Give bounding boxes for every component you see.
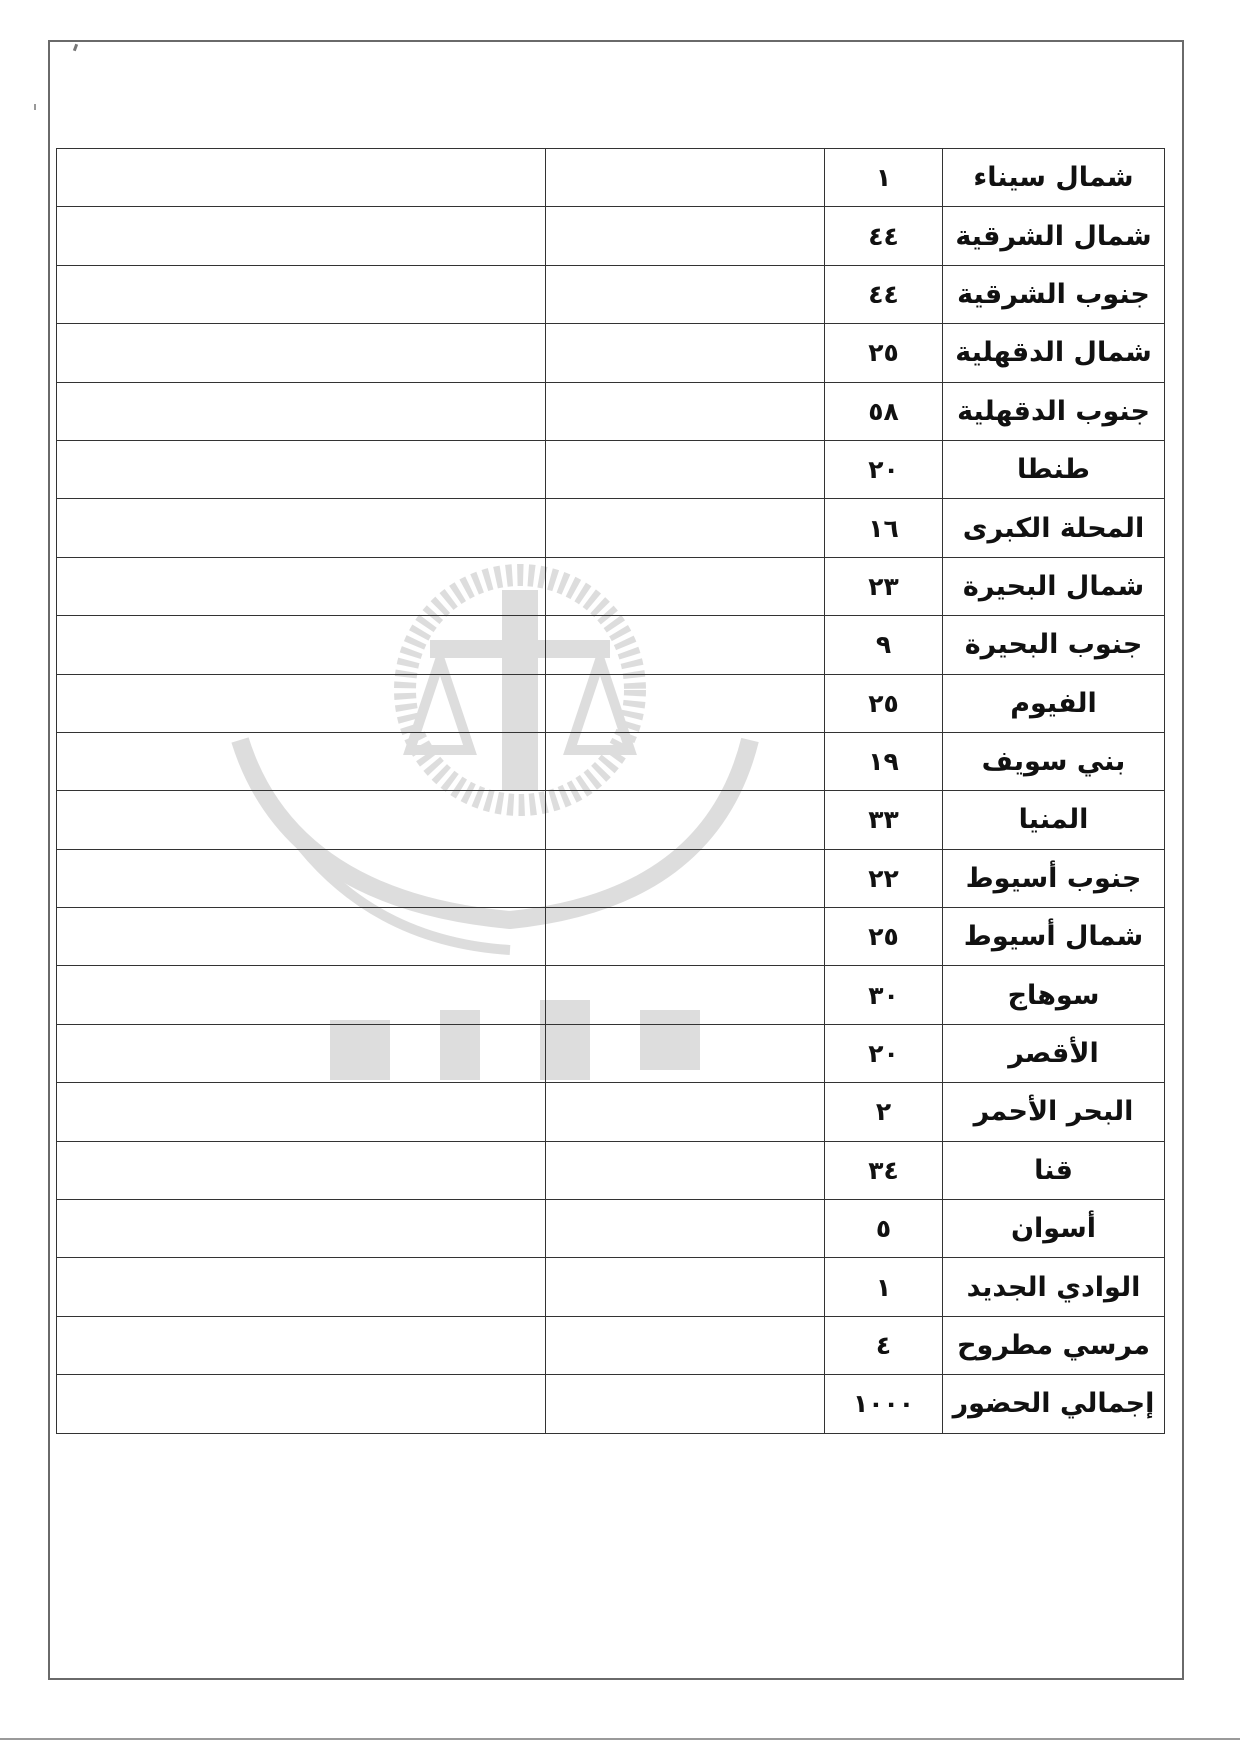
empty-cell [57, 1258, 546, 1316]
table-row [57, 1316, 1165, 1374]
empty-cell [57, 1141, 546, 1199]
branch-name-cell: إجمالي الحضور [943, 1375, 1165, 1433]
empty-cell [546, 440, 825, 498]
empty-cell [57, 1024, 546, 1082]
empty-cell [57, 149, 546, 207]
attendee-count-cell: ١٠٠٠ [825, 1375, 943, 1433]
table-row [57, 1258, 1165, 1316]
empty-cell [57, 674, 546, 732]
empty-cell [546, 1316, 825, 1374]
attendee-count-cell: ٣٣ [825, 791, 943, 849]
attendee-count-cell: ١ [825, 1258, 943, 1316]
empty-cell [57, 908, 546, 966]
attendee-count-cell: ٢٥ [825, 324, 943, 382]
scan-speck [34, 104, 36, 110]
branch-name-cell: جنوب الدقهلية [943, 382, 1165, 440]
branch-name-cell: الأقصر [943, 1024, 1165, 1082]
branch-name-cell: شمال الشرقية [943, 207, 1165, 265]
empty-cell [546, 382, 825, 440]
empty-cell [546, 1200, 825, 1258]
attendee-count-cell: ٥٨ [825, 382, 943, 440]
branch-name-cell: سوهاج [943, 966, 1165, 1024]
branch-name-cell: مرسي مطروح [943, 1316, 1165, 1374]
empty-cell [57, 382, 546, 440]
empty-cell [57, 1200, 546, 1258]
attendee-count-cell: ٤٤ [825, 265, 943, 323]
page-bottom-rule [0, 1738, 1240, 1740]
empty-cell [546, 499, 825, 557]
empty-cell [57, 732, 546, 790]
attendee-count-cell: ٢٠ [825, 1024, 943, 1082]
empty-cell [546, 674, 825, 732]
table-row [57, 557, 1165, 615]
attendee-count-cell: ٢٠ [825, 440, 943, 498]
table-row [57, 207, 1165, 265]
attendee-count-cell: ٢٥ [825, 908, 943, 966]
empty-cell [546, 1024, 825, 1082]
empty-cell [57, 1316, 546, 1374]
branch-attendance-table [56, 148, 1165, 1434]
branch-name-cell: جنوب الشرقية [943, 265, 1165, 323]
empty-cell [546, 207, 825, 265]
attendee-count-cell: ٢٢ [825, 849, 943, 907]
branch-name-cell: شمال أسيوط [943, 908, 1165, 966]
empty-cell [546, 849, 825, 907]
table-row [57, 1024, 1165, 1082]
empty-cell [57, 1083, 546, 1141]
branch-name-cell: البحر الأحمر [943, 1083, 1165, 1141]
branch-name-cell: الفيوم [943, 674, 1165, 732]
table-row [57, 966, 1165, 1024]
empty-cell [546, 732, 825, 790]
attendee-count-cell: ٤ [825, 1316, 943, 1374]
empty-cell [546, 966, 825, 1024]
table-row [57, 908, 1165, 966]
table-row [57, 1375, 1165, 1433]
table-row [57, 791, 1165, 849]
branch-name-cell: شمال الدقهلية [943, 324, 1165, 382]
attendee-count-cell: ١ [825, 149, 943, 207]
table-body [57, 149, 1165, 1434]
attendee-count-cell: ٩ [825, 616, 943, 674]
empty-cell [546, 557, 825, 615]
table-row [57, 732, 1165, 790]
empty-cell [57, 849, 546, 907]
table-row [57, 324, 1165, 382]
attendee-count-cell: ٣٠ [825, 966, 943, 1024]
branch-name-cell: جنوب البحيرة [943, 616, 1165, 674]
empty-cell [57, 616, 546, 674]
branch-name-cell: بني سويف [943, 732, 1165, 790]
empty-cell [546, 791, 825, 849]
table-row [57, 616, 1165, 674]
branch-name-cell: المحلة الكبرى [943, 499, 1165, 557]
empty-cell [57, 440, 546, 498]
empty-cell [546, 616, 825, 674]
table-row [57, 265, 1165, 323]
table-row [57, 440, 1165, 498]
attendee-count-cell: ٢٥ [825, 674, 943, 732]
table-row [57, 674, 1165, 732]
attendee-count-cell: ٢ [825, 1083, 943, 1141]
table-row [57, 849, 1165, 907]
attendee-count-cell: ٥ [825, 1200, 943, 1258]
empty-cell [546, 265, 825, 323]
branch-name-cell: المنيا [943, 791, 1165, 849]
branch-name-cell: شمال البحيرة [943, 557, 1165, 615]
table-row [57, 1200, 1165, 1258]
empty-cell [57, 966, 546, 1024]
table-row [57, 382, 1165, 440]
empty-cell [546, 908, 825, 966]
empty-cell [57, 557, 546, 615]
branch-name-cell: جنوب أسيوط [943, 849, 1165, 907]
branch-name-cell: الوادي الجديد [943, 1258, 1165, 1316]
empty-cell [57, 1375, 546, 1433]
empty-cell [57, 265, 546, 323]
branch-name-cell: قنا [943, 1141, 1165, 1199]
table-row [57, 1141, 1165, 1199]
empty-cell [57, 499, 546, 557]
empty-cell [546, 1083, 825, 1141]
branch-name-cell: أسوان [943, 1200, 1165, 1258]
branch-name-cell: طنطا [943, 440, 1165, 498]
attendee-count-cell: ١٦ [825, 499, 943, 557]
table-row [57, 149, 1165, 207]
branch-name-cell: شمال سيناء [943, 149, 1165, 207]
empty-cell [546, 1258, 825, 1316]
empty-cell [546, 1375, 825, 1433]
empty-cell [546, 324, 825, 382]
empty-cell [57, 324, 546, 382]
empty-cell [546, 1141, 825, 1199]
table-row [57, 499, 1165, 557]
table-row [57, 1083, 1165, 1141]
attendee-count-cell: ٢٣ [825, 557, 943, 615]
attendee-count-cell: ٤٤ [825, 207, 943, 265]
empty-cell [546, 149, 825, 207]
empty-cell [57, 207, 546, 265]
empty-cell [57, 791, 546, 849]
attendee-count-cell: ٣٤ [825, 1141, 943, 1199]
attendee-count-cell: ١٩ [825, 732, 943, 790]
